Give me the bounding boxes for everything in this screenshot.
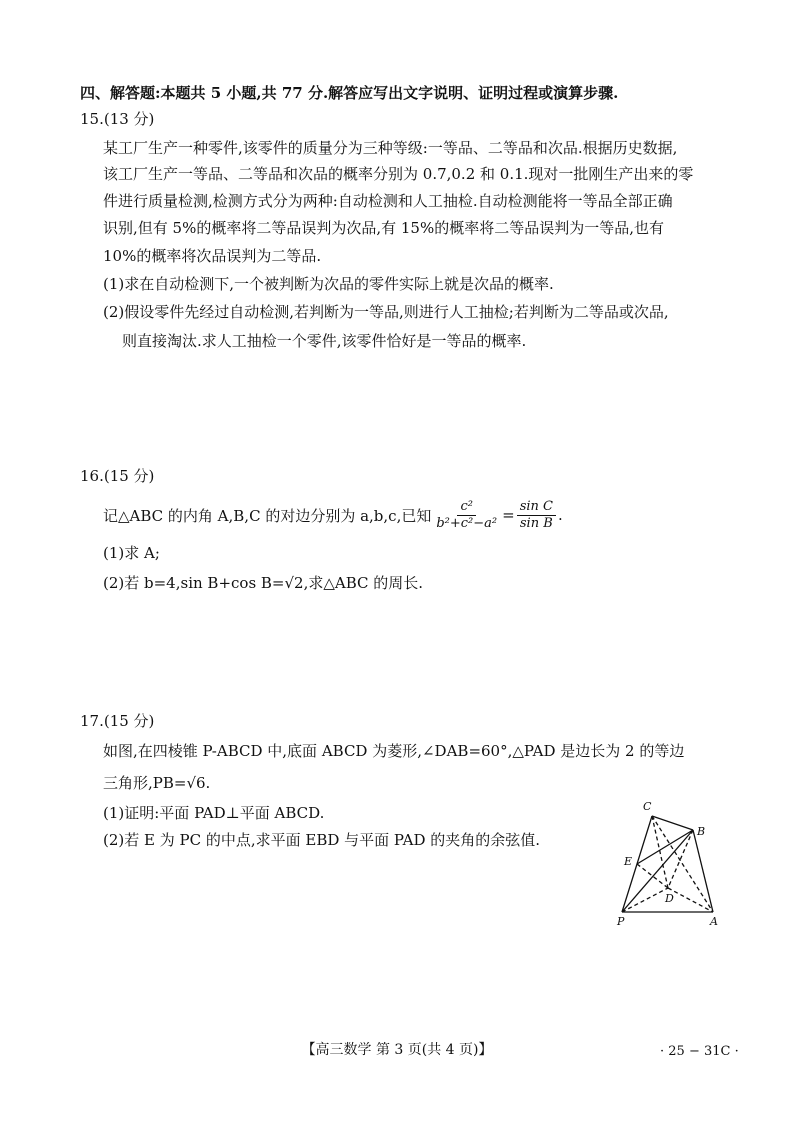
label-b: B bbox=[697, 825, 706, 838]
edge-da bbox=[668, 888, 713, 912]
label-p: P bbox=[617, 915, 625, 928]
footer-page-label: 【高三数学 第 3 页(共 4 页)】 bbox=[301, 1042, 493, 1058]
q16-equals-sign: = bbox=[502, 506, 515, 524]
q15-stem-line-5: 10%的概率将次品误判为二等品. bbox=[103, 247, 322, 265]
q16-fraction-1-numerator: c² bbox=[457, 499, 476, 516]
q16-fraction-1 bbox=[433, 499, 500, 532]
q16-fraction-1-denominator: b²+c²−a² bbox=[436, 515, 498, 531]
q16-stem-prefix: 记△ABC 的内角 A,B,C 的对边分别为 a,b,c,已知 bbox=[103, 506, 432, 525]
q15-sub2-line-2: 则直接淘汰.求人工抽检一个零件,该零件恰好是一等品的概率. bbox=[122, 332, 527, 350]
pyramid-figure bbox=[600, 795, 730, 930]
label-e: E bbox=[624, 855, 633, 868]
q15-stem-line-4: 识别,但有 5%的概率将二等品误判为次品,有 15%的概率将二等品误判为一等品,也有 bbox=[103, 219, 664, 237]
edge-pb bbox=[622, 830, 693, 912]
label-c: C bbox=[643, 800, 652, 813]
q15-number: 15.(13 分) bbox=[80, 110, 155, 128]
q17-number: 17.(15 分) bbox=[80, 712, 155, 730]
q16-stem bbox=[103, 497, 563, 533]
q16-fraction-2-denominator: sin B bbox=[519, 515, 553, 531]
label-d: D bbox=[665, 892, 674, 905]
q16-sub2: (2)若 b=4,sin B+cos B=√2,求△ABC 的周长. bbox=[103, 574, 424, 592]
q16-number: 16.(15 分) bbox=[80, 467, 155, 485]
q16-fraction-2-numerator: sin C bbox=[517, 499, 556, 516]
q17-sub1: (1)证明:平面 PAD⊥平面 ABCD. bbox=[103, 804, 325, 822]
q16-sub1: (1)求 A; bbox=[103, 544, 160, 562]
q17-stem-line-1: 如图,在四棱锥 P-ABCD 中,底面 ABCD 为菱形,∠DAB=60°,△PAD 是边长为 2 的等边 bbox=[103, 742, 685, 760]
q17-sub2: (2)若 E 为 PC 的中点,求平面 EBD 与平面 PAD 的夹角的余弦值. bbox=[103, 831, 541, 849]
q16-fraction-2 bbox=[517, 499, 556, 532]
q16-stem-end: . bbox=[557, 506, 563, 524]
edge-cb bbox=[652, 816, 693, 830]
q17-stem-line-2: 三角形,PB=√6. bbox=[103, 774, 211, 792]
footer-code: · 25 − 31C · bbox=[660, 1044, 739, 1059]
edge-ba bbox=[693, 830, 713, 912]
q15-sub2-line-1: (2)假设零件先经过自动检测,若判断为一等品,则进行人工抽检;若判断为二等品或次品, bbox=[103, 303, 669, 321]
q15-stem-line-3: 件进行质量检测,检测方式分为两种:自动检测和人工抽检.自动检测能将一等品全部正确 bbox=[103, 192, 673, 210]
section-heading: 四、解答题:本题共 5 小题,共 77 分.解答应写出文字说明、证明过程或演算步骤. bbox=[80, 84, 619, 102]
segment-bd bbox=[668, 830, 693, 888]
q15-stem-line-1: 某工厂生产一种零件,该零件的质量分为三种等级:一等品、二等品和次品.根据历史数据, bbox=[103, 139, 678, 157]
q15-sub1: (1)求在自动检测下,一个被判断为次品的零件实际上就是次品的概率. bbox=[103, 275, 554, 293]
label-a: A bbox=[710, 915, 718, 928]
q15-stem-line-2: 该工厂生产一等品、二等品和次品的概率分别为 0.7,0.2 和 0.1.现对一批刚生产出来的零 bbox=[103, 165, 694, 183]
